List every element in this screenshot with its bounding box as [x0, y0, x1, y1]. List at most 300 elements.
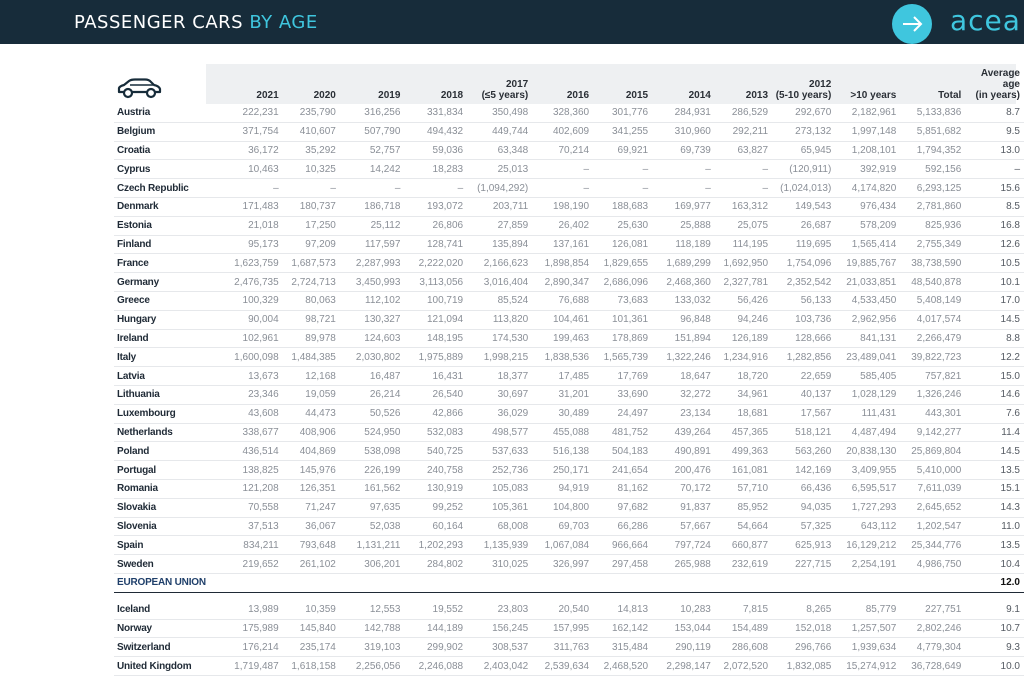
average-age-cell: 14.5 [965, 442, 1024, 461]
value-cell: 25,075 [715, 216, 772, 235]
value-cell: 2,287,993 [340, 254, 405, 273]
value-cell: 1,794,352 [900, 141, 965, 160]
value-cell: 105,083 [467, 479, 532, 498]
column-header [835, 66, 900, 104]
value-cell: 1,939,634 [835, 638, 900, 657]
value-cell: 69,739 [652, 141, 715, 160]
value-cell: 142,169 [772, 461, 835, 480]
average-age-cell: 8.7 [965, 104, 1024, 122]
country-name: Estonia [114, 216, 210, 235]
average-age-cell: 13.5 [965, 536, 1024, 555]
value-cell: 439,264 [652, 423, 715, 442]
table-row [114, 573, 1024, 592]
country-name: Denmark [114, 197, 210, 216]
value-cell: 161,562 [340, 479, 405, 498]
value-cell: 1,719,487 [210, 657, 283, 676]
value-cell: 797,724 [652, 536, 715, 555]
value-cell: 494,432 [404, 122, 467, 141]
value-cell: 507,790 [340, 122, 405, 141]
value-cell: 59,036 [404, 141, 467, 160]
value-cell: 121,094 [404, 310, 467, 329]
average-age-cell: 13.0 [965, 141, 1024, 160]
value-cell: 2,246,088 [404, 657, 467, 676]
value-cell: 7,815 [715, 601, 772, 619]
average-age-cell: 10.5 [965, 254, 1024, 273]
column-header [532, 66, 593, 104]
value-cell: 3,450,993 [340, 273, 405, 292]
value-cell: 297,458 [593, 555, 652, 574]
value-cell: 310,025 [467, 555, 532, 574]
value-cell: 100,329 [210, 291, 283, 310]
value-cell: 273,132 [772, 122, 835, 141]
column-header-line2: Total [938, 90, 962, 101]
value-cell: 70,172 [652, 479, 715, 498]
value-cell: 286,608 [715, 638, 772, 657]
column-header-line2: 2016 [566, 90, 590, 101]
value-cell: 17,250 [283, 216, 340, 235]
value-cell: 315,484 [593, 638, 652, 657]
column-header-line2: >10 years [850, 90, 897, 101]
value-cell: 1,898,854 [532, 254, 593, 273]
value-cell: 793,648 [283, 536, 340, 555]
value-cell: 94,246 [715, 310, 772, 329]
value-cell: 2,403,042 [467, 657, 532, 676]
value-cell: 1,202,547 [900, 517, 965, 536]
value-cell: 392,919 [835, 160, 900, 179]
table-row [114, 216, 1024, 235]
average-age-cell: 8.8 [965, 329, 1024, 348]
value-cell: 19,059 [283, 385, 340, 404]
table-row [114, 601, 1024, 619]
value-cell: 1,565,739 [593, 348, 652, 367]
column-header-line2: 2018 [440, 90, 464, 101]
country-name: Austria [114, 104, 210, 122]
value-cell: 114,195 [715, 235, 772, 254]
average-age-cell: 11.4 [965, 423, 1024, 442]
value-cell: 23,134 [652, 404, 715, 423]
value-cell: 138,825 [210, 461, 283, 480]
value-cell: 1,998,215 [467, 348, 532, 367]
value-cell: 481,752 [593, 423, 652, 442]
country-name: Cyprus [114, 160, 210, 179]
value-cell: 235,790 [283, 104, 340, 122]
value-cell: 643,112 [835, 517, 900, 536]
value-cell: 154,489 [715, 619, 772, 638]
value-cell: 408,906 [283, 423, 340, 442]
value-cell: 18,283 [404, 160, 467, 179]
value-cell: 1,282,856 [772, 348, 835, 367]
average-age-cell: 15.0 [965, 367, 1024, 386]
value-cell: 135,894 [467, 235, 532, 254]
value-cell: 1,067,084 [532, 536, 593, 555]
column-header [404, 66, 467, 104]
value-cell: 15,274,912 [835, 657, 900, 676]
average-age-cell: 11.0 [965, 517, 1024, 536]
value-cell: 2,468,360 [652, 273, 715, 292]
value-cell: 10,325 [283, 160, 340, 179]
value-cell: 455,088 [532, 423, 593, 442]
value-cell: 966,664 [593, 536, 652, 555]
value-cell: 163,312 [715, 197, 772, 216]
value-cell: – [715, 160, 772, 179]
value-cell: 5,408,149 [900, 291, 965, 310]
value-cell: 250,171 [532, 461, 593, 480]
top-banner [0, 0, 1024, 44]
average-age-cell: 10.7 [965, 619, 1024, 638]
value-cell: 99,252 [404, 498, 467, 517]
value-cell: 306,201 [340, 555, 405, 574]
value-cell: 14,242 [340, 160, 405, 179]
value-cell: 34,961 [715, 385, 772, 404]
value-cell: 241,654 [593, 461, 652, 480]
value-cell: 117,597 [340, 235, 405, 254]
value-cell: 17,769 [593, 367, 652, 386]
value-cell: 326,997 [532, 555, 593, 574]
average-age-cell: 9.5 [965, 122, 1024, 141]
value-cell: 199,463 [532, 329, 593, 348]
value-cell [900, 573, 965, 592]
value-cell: 537,633 [467, 442, 532, 461]
value-cell: 1,692,950 [715, 254, 772, 273]
value-cell: 410,607 [283, 122, 340, 141]
table-row [114, 348, 1024, 367]
country-name: Belgium [114, 122, 210, 141]
value-cell: 71,247 [283, 498, 340, 517]
value-cell: 105,361 [467, 498, 532, 517]
value-cell: 39,822,723 [900, 348, 965, 367]
value-cell: 193,072 [404, 197, 467, 216]
value-cell: 825,936 [900, 216, 965, 235]
column-header-line1: Average age [980, 68, 1020, 90]
value-cell: 252,736 [467, 461, 532, 480]
value-cell: 97,682 [593, 498, 652, 517]
value-cell: 449,744 [467, 122, 532, 141]
value-cell: 316,256 [340, 104, 405, 122]
value-cell: 404,869 [283, 442, 340, 461]
value-cell: 101,361 [593, 310, 652, 329]
value-cell: 6,595,517 [835, 479, 900, 498]
value-cell: 4,174,820 [835, 179, 900, 198]
value-cell: 2,254,191 [835, 555, 900, 574]
value-cell: 290,119 [652, 638, 715, 657]
value-cell: 518,121 [772, 423, 835, 442]
value-cell: 1,832,085 [772, 657, 835, 676]
value-cell: 498,577 [467, 423, 532, 442]
value-cell: 94,035 [772, 498, 835, 517]
value-cell: 976,434 [835, 197, 900, 216]
value-cell: 56,133 [772, 291, 835, 310]
value-cell: 112,102 [340, 291, 405, 310]
value-cell: 171,483 [210, 197, 283, 216]
value-cell: 14,813 [593, 601, 652, 619]
value-cell: 104,461 [532, 310, 593, 329]
country-name: Portugal [114, 461, 210, 480]
value-cell: 203,711 [467, 197, 532, 216]
value-cell: 169,977 [652, 197, 715, 216]
value-cell: 26,540 [404, 385, 467, 404]
value-cell [835, 573, 900, 592]
average-age-cell: 10.0 [965, 657, 1024, 676]
value-cell: 57,710 [715, 479, 772, 498]
value-cell: 81,162 [593, 479, 652, 498]
value-cell: 162,142 [593, 619, 652, 638]
value-cell: – [652, 179, 715, 198]
value-cell: 2,222,020 [404, 254, 467, 273]
value-cell: 57,667 [652, 517, 715, 536]
value-cell: 226,199 [340, 461, 405, 480]
value-cell: – [715, 179, 772, 198]
value-cell: 2,468,520 [593, 657, 652, 676]
country-name: Norway [114, 619, 210, 638]
value-cell: 261,102 [283, 555, 340, 574]
value-cell: 13,673 [210, 367, 283, 386]
value-cell: 38,738,590 [900, 254, 965, 273]
value-cell: 1,565,414 [835, 235, 900, 254]
value-cell: 841,131 [835, 329, 900, 348]
value-cell: 90,004 [210, 310, 283, 329]
value-cell: 2,476,735 [210, 273, 283, 292]
average-age-cell: 12.2 [965, 348, 1024, 367]
value-cell: 63,827 [715, 141, 772, 160]
table-row [114, 479, 1024, 498]
value-cell: 60,164 [404, 517, 467, 536]
value-cell: 8,265 [772, 601, 835, 619]
country-name: Spain [114, 536, 210, 555]
value-cell: 1,234,916 [715, 348, 772, 367]
value-cell: 26,402 [532, 216, 593, 235]
value-cell: 66,436 [772, 479, 835, 498]
value-cell: 157,995 [532, 619, 593, 638]
average-age-cell: 12.6 [965, 235, 1024, 254]
value-cell: 37,513 [210, 517, 283, 536]
column-header-line2: 2020 [313, 90, 336, 101]
average-age-cell: 7.6 [965, 404, 1024, 423]
value-cell: 57,325 [772, 517, 835, 536]
average-age-cell: 9.3 [965, 638, 1024, 657]
value-cell: 3,016,404 [467, 273, 532, 292]
value-cell: 25,112 [340, 216, 405, 235]
value-cell: 42,866 [404, 404, 467, 423]
value-cell: 95,173 [210, 235, 283, 254]
table-header-row [114, 66, 1024, 104]
value-cell: 1,997,148 [835, 122, 900, 141]
value-cell: 186,718 [340, 197, 405, 216]
value-cell: 227,751 [900, 601, 965, 619]
page-title [74, 12, 318, 34]
average-age-cell: 17.0 [965, 291, 1024, 310]
value-cell: 31,201 [532, 385, 593, 404]
value-cell: – [404, 179, 467, 198]
value-cell: 22,659 [772, 367, 835, 386]
table-row [114, 235, 1024, 254]
country-name: Czech Republic [114, 179, 210, 198]
value-cell: 504,183 [593, 442, 652, 461]
value-cell: 142,788 [340, 619, 405, 638]
value-cell: 2,030,802 [340, 348, 405, 367]
average-age-cell: 10.1 [965, 273, 1024, 292]
value-cell: 73,683 [593, 291, 652, 310]
table-row [114, 423, 1024, 442]
value-cell: 30,697 [467, 385, 532, 404]
value-cell: 5,851,682 [900, 122, 965, 141]
value-cell: 10,463 [210, 160, 283, 179]
value-cell: – [593, 160, 652, 179]
value-cell: 284,931 [652, 104, 715, 122]
value-cell: 1,829,655 [593, 254, 652, 273]
value-cell: 1,326,246 [900, 385, 965, 404]
country-name: Finland [114, 235, 210, 254]
country-name: EUROPEAN UNION [114, 573, 210, 592]
column-header-line1: 2012 [809, 79, 832, 90]
column-header [715, 66, 772, 104]
table-row [114, 536, 1024, 555]
value-cell: 66,286 [593, 517, 652, 536]
value-cell: 19,552 [404, 601, 467, 619]
country-name: Switzerland [114, 638, 210, 657]
value-cell: 17,485 [532, 367, 593, 386]
table-row [114, 310, 1024, 329]
value-cell: 48,540,878 [900, 273, 965, 292]
passenger-cars-age-table [114, 66, 1024, 676]
value-cell: 25,630 [593, 216, 652, 235]
value-cell: 1,208,101 [835, 141, 900, 160]
value-cell: 18,681 [715, 404, 772, 423]
value-cell: – [593, 179, 652, 198]
value-cell: 1,975,889 [404, 348, 467, 367]
value-cell: 20,540 [532, 601, 593, 619]
value-cell: 100,719 [404, 291, 467, 310]
value-cell: 128,666 [772, 329, 835, 348]
value-cell: 585,405 [835, 367, 900, 386]
table-spacer [114, 592, 1024, 601]
value-cell: 3,409,955 [835, 461, 900, 480]
value-cell: 1,727,293 [835, 498, 900, 517]
value-cell: 2,352,542 [772, 273, 835, 292]
value-cell: 1,687,573 [283, 254, 340, 273]
value-cell: 126,189 [715, 329, 772, 348]
value-cell: 198,190 [532, 197, 593, 216]
value-cell: 151,894 [652, 329, 715, 348]
value-cell: 436,514 [210, 442, 283, 461]
value-cell: 2,256,056 [340, 657, 405, 676]
value-cell: 1,322,246 [652, 348, 715, 367]
value-cell: 44,473 [283, 404, 340, 423]
value-cell: 402,609 [532, 122, 593, 141]
value-cell: 94,919 [532, 479, 593, 498]
value-cell: 1,618,158 [283, 657, 340, 676]
value-cell: 113,820 [467, 310, 532, 329]
value-cell: 153,044 [652, 619, 715, 638]
value-cell: 757,821 [900, 367, 965, 386]
average-age-cell: 14.5 [965, 310, 1024, 329]
country-name: Hungary [114, 310, 210, 329]
value-cell: 26,687 [772, 216, 835, 235]
value-cell: 96,848 [652, 310, 715, 329]
column-header-line2: (in years) [975, 90, 1020, 101]
value-cell: 180,737 [283, 197, 340, 216]
value-cell: 156,245 [467, 619, 532, 638]
value-cell: 227,715 [772, 555, 835, 574]
value-cell: 54,664 [715, 517, 772, 536]
value-cell: 16,129,212 [835, 536, 900, 555]
value-cell: 490,891 [652, 442, 715, 461]
value-cell: 98,721 [283, 310, 340, 329]
value-cell: 68,008 [467, 517, 532, 536]
value-cell: 80,063 [283, 291, 340, 310]
value-cell: 1,202,293 [404, 536, 467, 555]
value-cell: 2,182,961 [835, 104, 900, 122]
value-cell: 104,800 [532, 498, 593, 517]
value-cell: 4,779,304 [900, 638, 965, 657]
value-cell: 133,032 [652, 291, 715, 310]
value-cell: 2,781,860 [900, 197, 965, 216]
country-name: Poland [114, 442, 210, 461]
value-cell: 235,174 [283, 638, 340, 657]
table-row [114, 179, 1024, 198]
value-cell: – [652, 160, 715, 179]
value-cell: 16,487 [340, 367, 405, 386]
value-cell: 23,489,041 [835, 348, 900, 367]
country-name: Slovakia [114, 498, 210, 517]
value-cell: 1,135,939 [467, 536, 532, 555]
value-cell: 240,758 [404, 461, 467, 480]
value-cell: 625,913 [772, 536, 835, 555]
value-cell: 222,231 [210, 104, 283, 122]
value-cell: 118,189 [652, 235, 715, 254]
country-name: Luxembourg [114, 404, 210, 423]
column-header [210, 66, 283, 104]
value-cell: 292,670 [772, 104, 835, 122]
value-cell: 23,346 [210, 385, 283, 404]
value-cell: 4,986,750 [900, 555, 965, 574]
value-cell: 538,098 [340, 442, 405, 461]
value-cell: 137,161 [532, 235, 593, 254]
country-name: Germany [114, 273, 210, 292]
value-cell: 126,351 [283, 479, 340, 498]
value-cell: 24,497 [593, 404, 652, 423]
value-cell: 35,292 [283, 141, 340, 160]
value-cell: 1,689,299 [652, 254, 715, 273]
value-cell: 2,645,652 [900, 498, 965, 517]
column-header-line1: 2017 [505, 79, 529, 90]
value-cell: 2,686,096 [593, 273, 652, 292]
value-cell: 3,113,056 [404, 273, 467, 292]
value-cell: 36,067 [283, 517, 340, 536]
country-name: Netherlands [114, 423, 210, 442]
table-row [114, 141, 1024, 160]
value-cell: 52,757 [340, 141, 405, 160]
value-cell: 2,962,956 [835, 310, 900, 329]
value-cell: 27,859 [467, 216, 532, 235]
value-cell: 126,081 [593, 235, 652, 254]
value-cell: 443,301 [900, 404, 965, 423]
value-cell: 12,553 [340, 601, 405, 619]
value-cell: 2,327,781 [715, 273, 772, 292]
brand-logo: acea [950, 4, 1021, 37]
average-age-cell: 13.5 [965, 461, 1024, 480]
value-cell: 40,137 [772, 385, 835, 404]
value-cell: 148,195 [404, 329, 467, 348]
value-cell: 176,214 [210, 638, 283, 657]
value-cell: 50,526 [340, 404, 405, 423]
table-row [114, 104, 1024, 122]
value-cell: 89,978 [283, 329, 340, 348]
value-cell [772, 573, 835, 592]
value-cell: 25,888 [652, 216, 715, 235]
value-cell: 265,988 [652, 555, 715, 574]
value-cell: 2,266,479 [900, 329, 965, 348]
table-row [114, 442, 1024, 461]
